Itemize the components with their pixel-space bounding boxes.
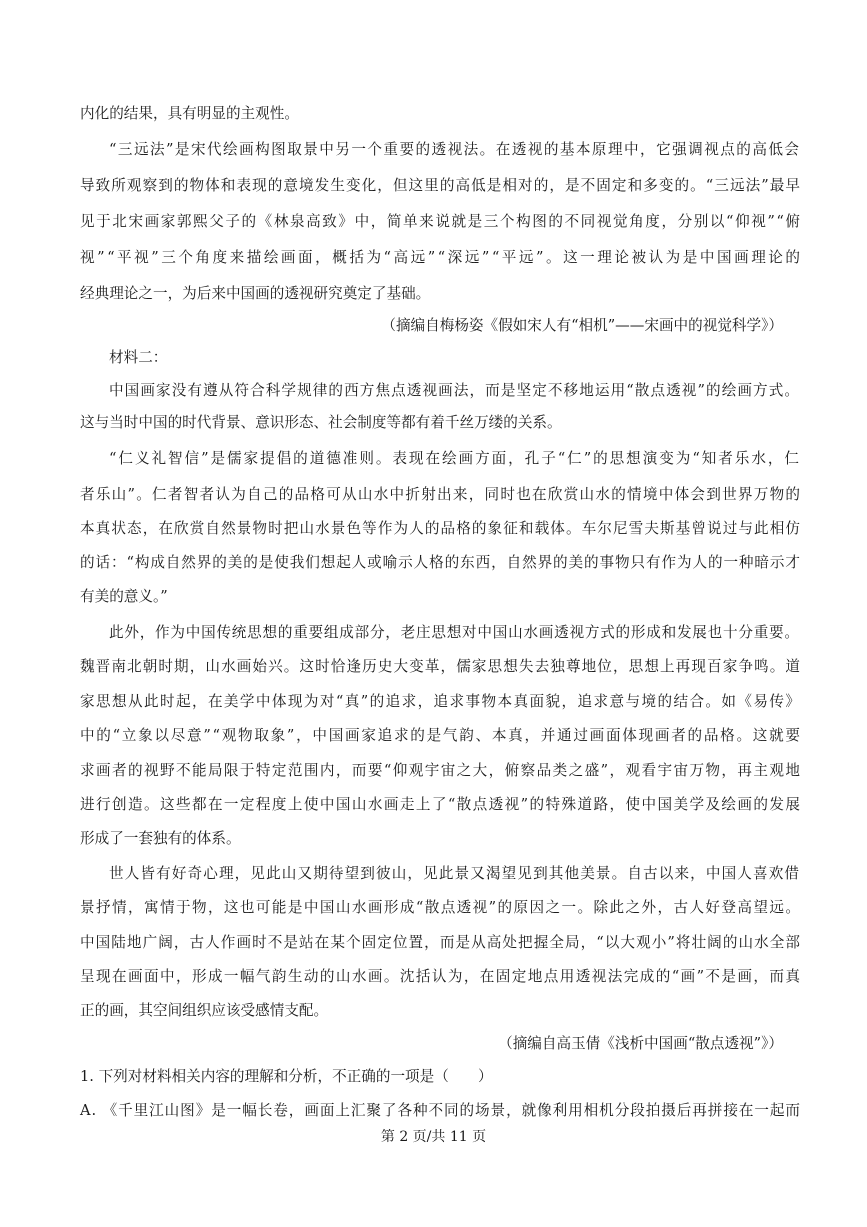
answer-option: A. 《千里江山图》是一幅长卷，画面上汇聚了各种不同的场景，就像利用相机分段拍摄后再拼接在一起而 [80,1102,801,1119]
paragraph-line: 进行创造。这些都在一定程度上使中国山水画走上了“散点透视”的特殊道路，使中国美学及绘画的发展 [80,796,802,813]
question-stem: 1. 下列对材料相关内容的理解和分析，不正确的一项是（ ） [80,1068,493,1085]
paragraph-line: 经典理论之一，为后来中国画的透视研究奠定了基础。 [80,285,431,302]
page-number: 第 2 页/共 11 页 [380,1129,487,1145]
paragraph-line: 内化的结果，具有明显的主观性。 [80,105,299,122]
paragraph-line: 世人皆有好奇心理，见此山又期待望到彼山，见此景又渴望见到其他美景。自古以来，中国人喜欢借 [109,865,801,882]
paragraph-line: 形成了一套独有的体系。 [80,830,241,847]
paragraph-line: “仁义礼智信”是儒家提倡的道德准则。表现在绘画方面，孔子“仁”的思想演变为“知者乐水，仁 [109,450,801,467]
paragraph-line: 此外，作为中国传统思想的重要组成部分，老庄思想对中国山水画透视方式的形成和发展也十分重要。 [109,624,800,641]
paragraph-line: “三远法”是宋代绘画构图取景中另一个重要的透视法。在透视的基本原理中，它强调视点的高低会 [109,141,801,158]
paragraph-line: 正的画，其空间组织应该受感情支配。 [80,1002,329,1019]
paragraph-line: 景抒情，寓情于物，这也可能是中国山水画形成“散点透视”的原因之一。除此之外，古人好登高望远。 [80,899,802,916]
paragraph-line: 中的“立象以尽意”“观物取象”，中国画家追求的是气韵、本真，并通过画面体现画者的品格。这就要 [80,727,802,744]
source-citation: （摘编自高玉倩《浅析中国画“散点透视”》） [498,1035,783,1052]
paragraph-line: 求画者的视野不能局限于特定范围内，而要“仰观宇宙之大，俯察品类之盛”，观看宇宙万物，再主观地 [80,762,802,779]
paragraph-line: 呈现在画面中，形成一幅气韵生动的山水画。沈括认为，在固定地点用透视法完成的“画”不是画，而真 [80,968,802,985]
paragraph-line: 魏晋南北朝时期，山水画始兴。这时恰逢历史大变革，儒家思想失去独尊地位，思想上再现百家争鸣。道 [80,658,802,675]
source-citation: （摘编自梅杨姿《假如宋人有“相机”——宋画中的视觉科学》） [381,317,783,334]
paragraph-line: 导致所观察到的物体和表现的意境发生变化，但这里的高低是相对的，是不固定和多变的。“三远法”最早 [80,177,802,194]
paragraph-line: 见于北宋画家郭熙父子的《林泉高致》中，简单来说就是三个构图的不同视觉角度，分别以“仰视”“俯 [80,213,802,230]
paragraph-line: 家思想从此时起，在美学中体现为对“真”的追求，追求事物本真面貌，追求意与境的结合。如《易传》 [80,693,802,710]
paragraph-line: 的话：“构成自然界的美的是使我们想起人或喻示人格的东西，自然界的美的事物只有作为人的一种暗示才 [80,554,801,571]
paragraph-line: 这与当时中国的时代背景、意识形态、社会制度等都有着千丝万缕的关系。 [80,414,562,431]
paragraph-line: 有美的意义。” [80,588,168,605]
paragraph-line: 者乐山”。仁者智者认为自己的品格可从山水中折射出来，同时也在欣赏山水的情境中体会到世界万物的 [80,486,802,503]
section-heading: 材料二： [109,349,168,366]
paragraph-line: 中国陆地广阔，古人作画时不是站在某个固定位置，而是从高处把握全局，“以大观小”将壮阔的山水全部 [80,934,802,951]
paragraph-line: 本真状态，在欣赏自然景物时把山水景色等作为人的品格的象征和载体。车尔尼雪夫斯基曾说过与此相仿 [80,520,802,537]
paragraph-line: 视”“平视”三个角度来描绘画面，概括为“高远”“深远”“平远”。这一理论被认为是中国画理论的 [80,249,803,266]
paragraph-line: 中国画家没有遵从符合科学规律的西方焦点透视画法，而是坚定不移地运用“散点透视”的绘画方式。 [109,382,801,399]
